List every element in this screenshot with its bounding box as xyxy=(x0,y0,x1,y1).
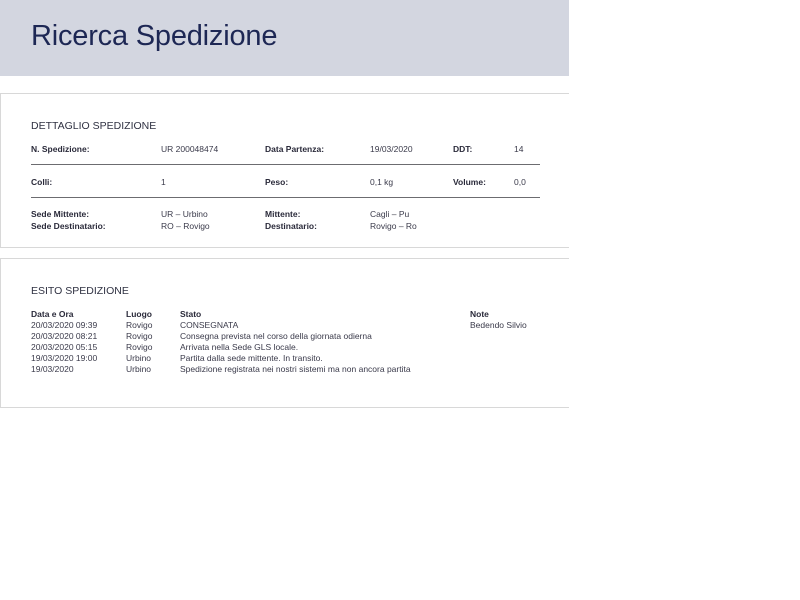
cell-data: 20/03/2020 08:21 xyxy=(31,331,98,341)
cell-note: Bedendo Silvio xyxy=(470,320,527,330)
peso-label: Peso: xyxy=(265,177,289,187)
divider xyxy=(31,164,540,165)
cell-stato: Arrivata nella Sede GLS locale. xyxy=(180,342,299,352)
column-header-note: Note xyxy=(470,309,489,319)
sede-destinatario-label: Sede Destinatario: xyxy=(31,221,106,231)
volume-label: Volume: xyxy=(453,177,486,187)
table-row xyxy=(1,364,561,375)
cell-luogo: Urbino xyxy=(126,353,152,363)
detail-panel xyxy=(0,93,569,248)
table-row xyxy=(1,353,561,364)
column-header-data: Data e Ora xyxy=(31,309,74,319)
ddt-label: DDT: xyxy=(453,144,473,154)
esito-panel xyxy=(0,258,569,408)
destinatario-value: Rovigo – Ro xyxy=(370,221,417,231)
colli-label: Colli: xyxy=(31,177,53,187)
sede-mittente-label: Sede Mittente: xyxy=(31,209,90,219)
cell-luogo: Rovigo xyxy=(126,342,153,352)
detail-section-title: DETTAGLIO SPEDIZIONE xyxy=(31,120,157,132)
esito-section-title: ESITO SPEDIZIONE xyxy=(31,285,129,297)
n-spedizione-label: N. Spedizione: xyxy=(31,144,90,154)
cell-luogo: Rovigo xyxy=(126,331,153,341)
column-header-luogo: Luogo xyxy=(126,309,152,319)
cell-data: 20/03/2020 05:15 xyxy=(31,342,98,352)
table-row xyxy=(1,320,561,331)
cell-data: 19/03/2020 19:00 xyxy=(31,353,98,363)
page-header xyxy=(0,0,569,76)
mittente-label: Mittente: xyxy=(265,209,301,219)
colli-value: 1 xyxy=(161,177,166,187)
sede-destinatario-value: RO – Rovigo xyxy=(161,221,210,231)
n-spedizione-value: UR 200048474 xyxy=(161,144,219,154)
destinatario-label: Destinatario: xyxy=(265,221,317,231)
cell-data: 19/03/2020 xyxy=(31,364,74,374)
cell-stato: Consegna prevista nel corso della giornata odierna xyxy=(180,331,372,341)
cell-stato: CONSEGNATA xyxy=(180,320,239,330)
cell-luogo: Rovigo xyxy=(126,320,153,330)
divider xyxy=(31,197,540,198)
cell-data: 20/03/2020 09:39 xyxy=(31,320,98,330)
table-row xyxy=(1,342,561,353)
table-row xyxy=(1,331,561,342)
mittente-value: Cagli – Pu xyxy=(370,209,410,219)
peso-value: 0,1 kg xyxy=(370,177,394,187)
data-partenza-label: Data Partenza: xyxy=(265,144,325,154)
sede-mittente-value: UR – Urbino xyxy=(161,209,208,219)
data-partenza-value: 19/03/2020 xyxy=(370,144,413,154)
cell-stato: Partita dalla sede mittente. In transito. xyxy=(180,353,323,363)
cell-stato: Spedizione registrata nei nostri sistemi ma non ancora partita xyxy=(180,364,411,374)
ddt-value: 14 xyxy=(514,144,524,154)
cell-luogo: Urbino xyxy=(126,364,152,374)
page-title: Ricerca Spedizione xyxy=(31,20,278,52)
column-header-stato: Stato xyxy=(180,309,202,319)
volume-value: 0,0 xyxy=(514,177,526,187)
